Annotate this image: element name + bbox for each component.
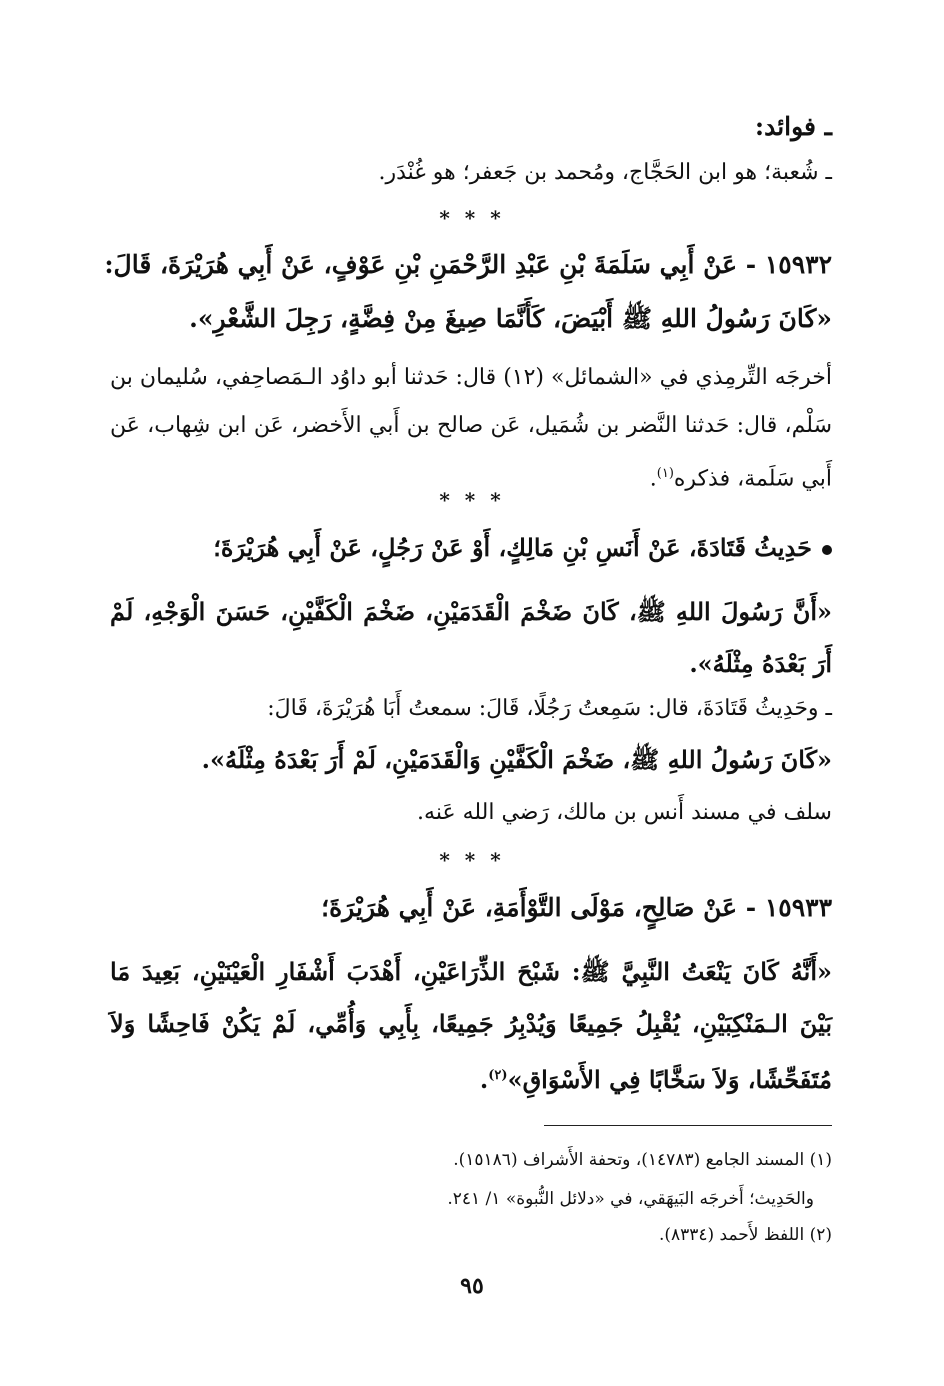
footnote-2: (٢) اللفظ لأَحمد (٨٣٣٤). <box>658 1225 832 1245</box>
hadith-15933-matn: «أَنَّهُ كَانَ يَنْعَتُ النَّبِيَّ ﷺ: شَبْحَ الذِّرَاعَيْنِ، أَهْدَبَ أَشْفَارِ الْعَيْنَيْنِ، بَعِيدَ مَا بَيْنَ الـمَنْكِبَيْنِ، يُقْبِلُ جَمِيعًا وَيُدْبِرُ جَمِيعًا، بِأَبِي وَأُمِّي، لَمْ يَكُنْ فَاحِشًا وَلاَ مُتَفَحِّشًا، وَلاَ سَخَّابًا فِي الأَسْوَاقِ»$^{(٢)}$. <box>110 957 832 1094</box>
footnote-ref-1: (١) <box>656 466 674 481</box>
hadith-number: ١٥٩٣٢ <box>764 250 832 279</box>
separator-1: * * * <box>439 206 505 230</box>
matn-text: «أَنَّهُ كَانَ يَنْعَتُ النَّبِيَّ ﷺ: شَبْحَ الذِّرَاعَيْنِ، أَهْدَبَ أَشْفَارِ الْعَيْنَيْنِ، بَعِيدَ مَا بَيْنَ الـمَنْكِبَيْنِ، يُقْبِلُ جَمِيعًا وَيُدْبِرُ جَمِيعًا، بِأَبِي وَأُمِّي، لَمْ يَكُنْ فَاحِشًا وَلاَ مُتَفَحِّشًا، وَلاَ سَخَّابًا فِي الأَسْوَاقِ» <box>110 957 832 1094</box>
qatada-matn-1: «أَنَّ رَسُولَ اللهِ ﷺ، كَانَ ضَخْمَ الْقَدَمَيْنِ، ضَخْمَ الْكَفَّيْنِ، حَسَنَ الْوَجْهِ، لَمْ أَرَ بَعْدَهُ مِثْلَهُ». <box>110 597 832 678</box>
hadith-15932-isnad: ١٥٩٣٢ - عَنْ أَبِي سَلَمَةَ بْنِ عَبْدِ الرَّحْمَنِ بْنِ عَوْفٍ، عَنْ أَبِي هُرَيْرَةَ، قَالَ: <box>104 250 832 279</box>
separator-3: * * * <box>439 848 505 872</box>
separator-2: * * * <box>439 488 505 512</box>
hadith-15933-isnad: ١٥٩٣٣ - عَنْ صَالِحٍ، مَوْلَى التَّوْأَمَةِ، عَنْ أَبِي هُرَيْرَةَ؛ <box>321 893 832 922</box>
hadith-number: ١٥٩٣٣ <box>764 893 832 922</box>
isnad-text: عَنْ صَالِحٍ، مَوْلَى التَّوْأَمَةِ، عَنْ أَبِي هُرَيْرَةَ؛ <box>321 893 738 922</box>
footnote-ref-2: (٢) <box>488 1068 508 1083</box>
footnote-1-continued: والحَدِيث؛ أَخرجَه البَيهَقي، في «دلائل النُّبوة» ١/ ٢٤١. <box>447 1189 814 1209</box>
narrator-note: ـ شُعبة؛ هو ابن الحَجَّاج، ومُحمد بن جَعفر؛ هو غُنْدَر. <box>378 160 832 185</box>
qatada-isnad-2: ـ وحَدِيثُ قَتَادَةَ، قال: سَمِعتُ رَجُلًا، قَالَ: سمعتُ أَبَا هُرَيْرَةَ، قَالَ: <box>267 696 832 721</box>
section-heading: ـ فوائد: <box>754 112 832 141</box>
bullet-icon <box>822 545 832 555</box>
footnote-1: (١) المسند الجامع (١٤٧٨٣)، وتحفة الأَشراف (١٥١٨٦). <box>453 1150 832 1170</box>
qatada-matn-2: «كَانَ رَسُولُ اللهِ ﷺ، ضَخْمَ الْكَفَّيْنِ وَالْقَدَمَيْنِ، لَمْ أَرَ بَعْدَهُ مِثْلَهُ». <box>201 745 832 774</box>
qatada-line-1: حَدِيثُ قَتَادَةَ، عَنْ أَنَسِ بْنِ مَالِكٍ، أَوْ عَنْ رَجُلٍ، عَنْ أَبِي هُرَيْرَةَ؛ <box>213 533 812 562</box>
qatada-isnad-1 <box>110 533 832 562</box>
takhrij-text: أخرجَه التِّرمِذي في «الشمائل» (١٢) قال: حَدثنا أبو داوُد الـمَصاحِفي، سُليمان بن سَلْم، قال: حَدثنا النَّضر بن شُمَيل، عَن صالح بن أَبي الأَخضر، عَن ابن شِهاب، عَن أَبي سَلَمة، فذكره <box>110 365 832 492</box>
page-number: ٩٥ <box>460 1273 484 1299</box>
hadith-15932-matn: «كَانَ رَسُولُ اللهِ ﷺ أَبْيَضَ، كَأَنَّمَا صِيغَ مِنْ فِضَّةٍ، رَجِلَ الشَّعْرِ». <box>189 304 832 333</box>
qatada-note: سلف في مسند أَنس بن مالك، رَضي الله عَنه. <box>417 800 832 825</box>
hadith-15932-takhrij: أخرجَه التِّرمِذي في «الشمائل» (١٢) قال: حَدثنا أبو داوُد الـمَصاحِفي، سُليمان بن سَلْم، قال: حَدثنا النَّضر بن شُمَيل، عَن صالح بن أَبي الأَخضر، عَن ابن شِهاب، عَن أَبي سَلَمة، فذكره$^{(١)}$. <box>110 365 832 492</box>
isnad-text: عَنْ أَبِي سَلَمَةَ بْنِ عَبْدِ الرَّحْمَنِ بْنِ عَوْفٍ، عَنْ أَبِي هُرَيْرَةَ، قَالَ: <box>104 250 738 279</box>
footnote-divider <box>544 1125 832 1126</box>
